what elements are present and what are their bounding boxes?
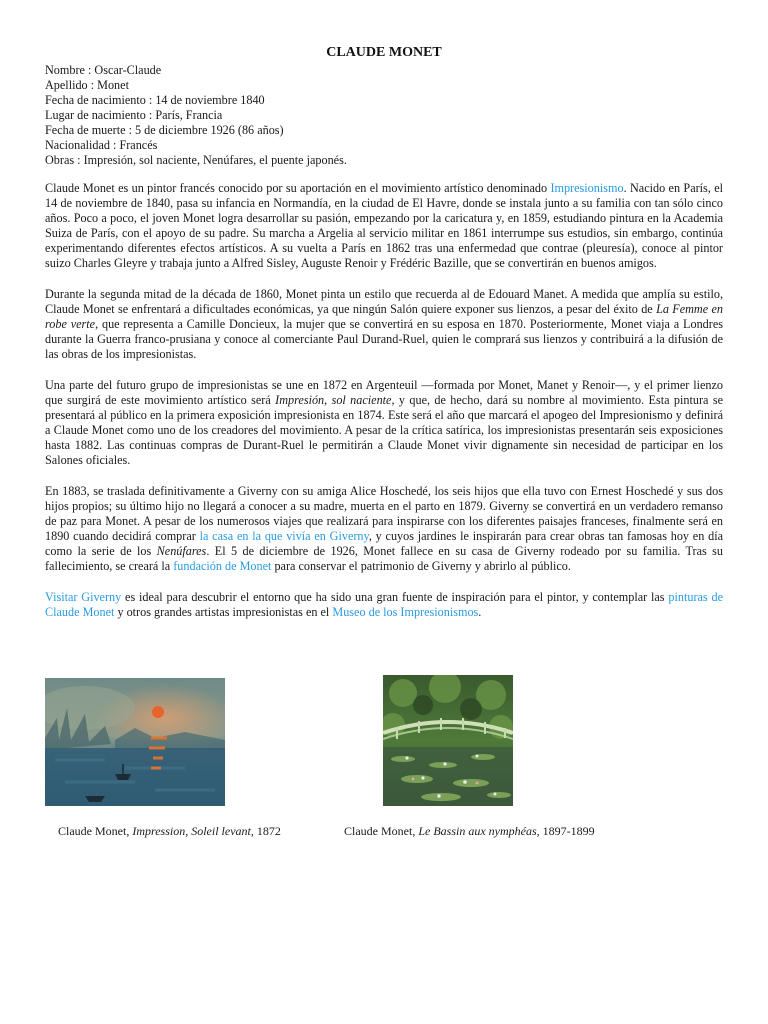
caption-title: Impression, Soleil levant	[132, 824, 251, 838]
paragraph-4	[45, 484, 723, 574]
caption-text: Claude Monet,	[344, 824, 419, 838]
paragraph-3	[45, 378, 723, 468]
text-run: Claude Monet es un pintor francés conocido por su aportación en el movimiento artístico denominado	[45, 181, 551, 195]
text-run: Durante la segunda mitad de la década de 1860, Monet pinta un estilo que recuerda al de Edouard Manet. A medida que amplía su estilo, Claude Monet se enfrentará a dificultades económicas, ya que ningún Salón quiere exponer sus lienzos, a pesar del éxito de	[45, 287, 723, 316]
italic-title: Impresión, sol naciente	[275, 393, 392, 407]
facts-list	[45, 63, 725, 168]
link-casa-giverny[interactable]: la casa en la que vivía en Giverny	[199, 529, 369, 543]
text-run: , y cuyos jardines le inspirarán para crear obras tan famosas hoy en día como la serie de los	[45, 529, 723, 558]
caption-painting-2	[344, 824, 595, 838]
link-pinturas-monet[interactable]: pinturas de Claude Monet	[45, 590, 723, 619]
caption-text: Claude Monet,	[58, 824, 133, 838]
caption-year: , 1872	[250, 824, 281, 838]
text-run: , y que, de hecho, dará su nombre al movimiento. Esta pintura se presentará al público en la primera exposición impresionista en 1874. Este será el año que marcará el apogeo del Impresionismo y definirá a Claude Monet como uno de los creadores del movimiento. A pesar de la crítica satírica, los impresionistas presentarán seis exposiciones hasta 1882. Las continuas compras de Durant-Ruel le permitirán a Claude Monet vivir dignamente sin necesidad de participar en los Salones oficiales.	[45, 393, 723, 467]
fact-birth-date: Fecha de nacimiento : 14 de noviembre 1840	[45, 93, 265, 107]
text-run: . Nacido en París, el 14 de noviembre de 1840, pasa su infancia en Normandía, en la ciudad de El Havre, donde se instala junto a su familia con tan sólo cinco años. Poco a poco, el joven Monet logra desarrollar su pasión, empezando por la caricatura y, en 1859, estudiando pintura en la Academia Suiza de París, con el apoyo de su padre. Su marcha a Argelia al servicio militar en 1861 interrumpe sus estudios, sin embargo, continúa experimentando diferentes efectos artísticos. A su vuelta a París en 1862 tras una enfermedad que contrae (pleuresía), conoce al pintor suizo Charles Gleyre y trabaja junto a Alfred Sisley, Auguste Renoir y Frédéric Bazille, que se convertirán en buenos amigos.	[45, 181, 724, 270]
page-title: CLAUDE MONET	[326, 45, 442, 60]
article-body	[45, 181, 723, 636]
paragraph-1	[45, 181, 723, 271]
text-run: es ideal para descubrir el entorno que ha sido una gran fuente de inspiración para el pintor, y contemplar las	[121, 590, 669, 604]
fact-death-date: Fecha de muerte : 5 de diciembre 1926 (86 años)	[45, 123, 284, 137]
italic-title: Nenúfares	[156, 544, 207, 558]
caption-title: Le Bassin aux nymphéas	[418, 824, 537, 838]
link-impresionismo[interactable]: Impresionismo	[550, 181, 624, 195]
text-run: .	[478, 605, 482, 619]
text-run: para conservar el patrimonio de Giverny y abrirlo al público.	[271, 559, 571, 573]
painting-impression-soleil-levant	[45, 678, 225, 806]
fact-works: Obras : Impresión, sol naciente, Nenúfares, el puente japonés.	[45, 153, 347, 167]
fact-nationality: Nacionalidad : Francés	[45, 138, 158, 152]
fact-surname: Apellido : Monet	[45, 78, 129, 92]
painting-bassin-aux-nympheas	[383, 675, 513, 806]
text-run: En 1883, se traslada definitivamente a Giverny con su amiga Alice Hoschedé, los seis hijos que ella tuvo con Ernest Hoschedé y sus dos hijos propios; su último hijo no llegará a conocer a su madre, muerta en el parto en 1879. Giverny se convertirá en un verdadero remanso de paz para Monet. A pesar de los numerosos viajes que realizará para inspirarse con los diferentes paisajes franceses, finalmente será en 1890 cuando decidirá comprar	[45, 484, 723, 543]
paragraph-2	[45, 287, 723, 362]
paragraph-5	[45, 590, 723, 620]
link-fundacion-monet[interactable]: fundación de Monet	[173, 559, 272, 573]
italic-title: La Femme en robe verte	[45, 302, 723, 331]
link-museo-impresionismos[interactable]: Museo de los Impresionismos	[332, 605, 479, 619]
fact-name: Nombre : Oscar-Claude	[45, 63, 162, 77]
caption-painting-1	[58, 824, 281, 838]
text-run: . El 5 de diciembre de 1926, Monet fallece en su casa de Giverny rodeado por su familia. Tras su fallecimiento, se creará la	[45, 544, 723, 573]
fact-birth-place: Lugar de nacimiento : París, Francia	[45, 108, 223, 122]
text-run: Una parte del futuro grupo de impresionistas se une en 1872 en Argenteuil —formada por Monet, Manet y Renoir—, y el primer lienzo que surgirá de este movimiento artístico será	[45, 378, 723, 407]
caption-year: , 1897-1899	[536, 824, 595, 838]
text-run: y otros grandes artistas impresionistas en el	[114, 605, 333, 619]
link-visitar-giverny[interactable]: Visitar Giverny	[45, 590, 122, 604]
text-run: , que representa a Camille Doncieux, la mujer que se convertirá en su esposa en 1870. Posteriormente, Monet viaja a Londres durante la Guerra franco-prusiana y conoce al comerciante Paul Durand-Ruel, quien le comprará sus lienzos y contribuirá a la difusión de las obras de los impresionistas.	[45, 317, 723, 361]
